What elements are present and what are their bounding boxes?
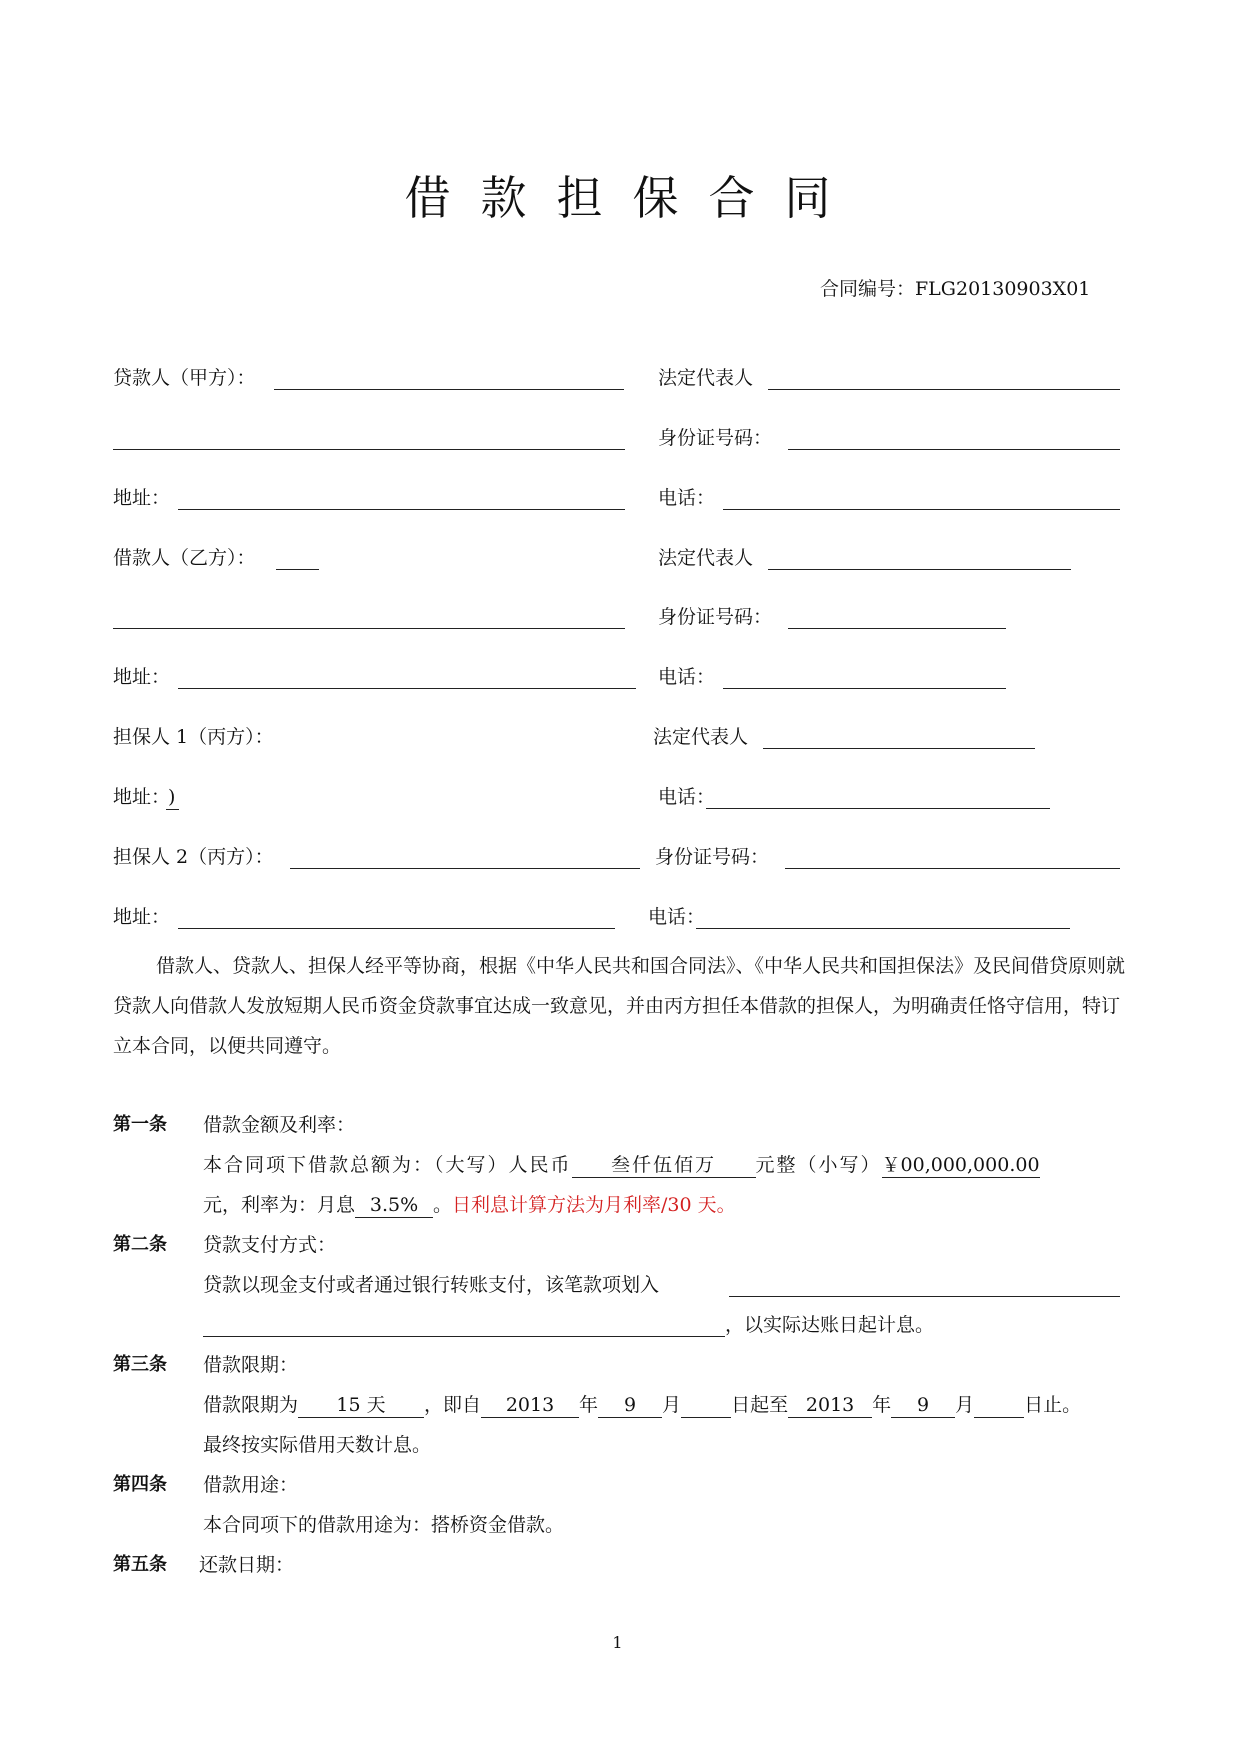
start-year: 2013: [481, 1393, 579, 1418]
guarantor1-phone-blank[interactable]: [706, 808, 1050, 809]
interest-note: 日利息计算方法为月利率/30 天。: [452, 1194, 736, 1216]
article-3-label: 第三条: [113, 1354, 167, 1375]
article-4-label: 第四条: [113, 1474, 167, 1495]
lender-id-label: 身份证号码：: [658, 427, 773, 449]
guarantor2-addr-blank[interactable]: [178, 928, 615, 929]
guarantor2-phone-blank[interactable]: [696, 928, 1070, 929]
borrower-addr-label: 地址：: [113, 666, 171, 688]
guarantor1-phone-label: 电话：: [658, 786, 716, 808]
article-2-title: 贷款支付方式：: [203, 1234, 337, 1256]
end-year: 2013: [788, 1393, 872, 1418]
borrower-blank[interactable]: [276, 569, 319, 570]
term-text-3: 年: [579, 1394, 599, 1416]
term-text-7: 月: [955, 1394, 975, 1416]
article-5-label: 第五条: [113, 1554, 167, 1575]
guarantor1-rep-blank[interactable]: [763, 748, 1035, 749]
guarantor1-label: 担保人 1（丙方）：: [113, 726, 274, 748]
lender-addr-label: 地址：: [113, 487, 171, 509]
article-1-text-b: 元整（小写）: [755, 1154, 882, 1176]
term-text-1: 借款限期为: [203, 1394, 299, 1416]
guarantor2-id-blank[interactable]: [785, 868, 1120, 869]
account-blank-2[interactable]: [203, 1336, 725, 1337]
borrower-addr-blank[interactable]: [178, 688, 636, 689]
guarantor1-rep-label: 法定代表人: [653, 726, 749, 748]
article-4-line1: 本合同项下的借款用途为：搭桥资金借款。: [203, 1514, 565, 1536]
guarantor2-id-label: 身份证号码：: [655, 846, 770, 868]
start-month: 9: [598, 1393, 662, 1418]
interest-rate: 3.5%: [355, 1193, 433, 1218]
guarantor2-label: 担保人 2（丙方）：: [113, 846, 274, 868]
lender-label: 贷款人（甲方）：: [113, 367, 256, 389]
guarantor1-addr-label: 地址：: [113, 786, 171, 808]
article-1-title: 借款金额及利率：: [203, 1114, 356, 1136]
contract-number: 合同编号：FLG20130903X01: [820, 278, 1091, 300]
guarantor1-addr-value[interactable]: ): [166, 785, 179, 810]
borrower-id-blank[interactable]: [788, 628, 1006, 629]
borrower-rep-blank[interactable]: [768, 569, 1071, 570]
term-text-4: 月: [662, 1394, 682, 1416]
intro-paragraph: 借款人、贷款人、担保人经平等协商，根据《中华人民共和国合同法》、《中华人民共和国担保法》及民间借贷原则就贷款人向借款人发放短期人民币资金贷款事宜达成一致意见，并由丙方担任本借款的担保人，为明确责任恪守信用，特订立本合同，以便共同遵守。: [113, 955, 1126, 1057]
article-2-label: 第二条: [113, 1234, 167, 1255]
start-day[interactable]: [681, 1395, 731, 1418]
lender-phone-blank[interactable]: [723, 509, 1120, 510]
term-days: 15 天: [298, 1393, 424, 1418]
borrower-extra-blank[interactable]: [113, 628, 625, 629]
guarantor2-addr-label: 地址：: [113, 906, 171, 928]
article-2-line2: ，以实际达账日起计息。: [725, 1314, 935, 1336]
lender-extra-blank[interactable]: [113, 449, 625, 450]
borrower-phone-label: 电话：: [658, 666, 716, 688]
article-1-line2: [203, 1193, 736, 1218]
lender-rep-label: 法定代表人: [658, 367, 754, 389]
term-text-8: 日止。: [1024, 1394, 1082, 1416]
lender-blank[interactable]: [274, 389, 624, 390]
loan-amount-lower: ￥00,000,000.00: [881, 1154, 1040, 1176]
guarantor2-blank[interactable]: [290, 868, 640, 869]
term-text-2: ，即自: [424, 1394, 482, 1416]
article-1-text-d: 。: [433, 1194, 453, 1216]
article-3-line1: [203, 1393, 1081, 1418]
article-1-text-a: 本合同项下借款总额为：（大写）人民币: [203, 1154, 572, 1176]
loan-amount-upper: 叁仟伍佰万: [572, 1153, 756, 1178]
article-3-title: 借款限期：: [203, 1354, 299, 1376]
article-1-text-c: 元，利率为：月息: [203, 1194, 356, 1216]
document-title: 借款担保合同: [404, 171, 861, 225]
article-1-line1: [203, 1153, 1040, 1178]
article-3-line2: 最终按实际借用天数计息。: [203, 1434, 432, 1456]
lender-addr-blank[interactable]: [178, 509, 625, 510]
borrower-phone-blank[interactable]: [723, 688, 1006, 689]
article-5-title: 还款日期：: [199, 1554, 295, 1576]
page-number: 1: [612, 1633, 623, 1652]
borrower-id-label: 身份证号码：: [658, 606, 773, 628]
term-text-5: 日起至: [731, 1394, 789, 1416]
lender-id-blank[interactable]: [788, 449, 1120, 450]
article-1-label: 第一条: [113, 1114, 167, 1135]
article-2-line1: 贷款以现金支付或者通过银行转账支付，该笔款项划入: [203, 1274, 660, 1296]
account-blank[interactable]: [729, 1296, 1120, 1297]
lender-rep-blank[interactable]: [768, 389, 1120, 390]
end-month: 9: [891, 1393, 955, 1418]
lender-phone-label: 电话：: [658, 487, 716, 509]
article-4-title: 借款用途：: [203, 1474, 299, 1496]
borrower-label: 借款人（乙方）：: [113, 547, 256, 569]
guarantor2-phone-label: 电话：: [648, 906, 706, 928]
term-text-6: 年: [872, 1394, 892, 1416]
borrower-rep-label: 法定代表人: [658, 547, 754, 569]
end-day[interactable]: [974, 1395, 1024, 1418]
